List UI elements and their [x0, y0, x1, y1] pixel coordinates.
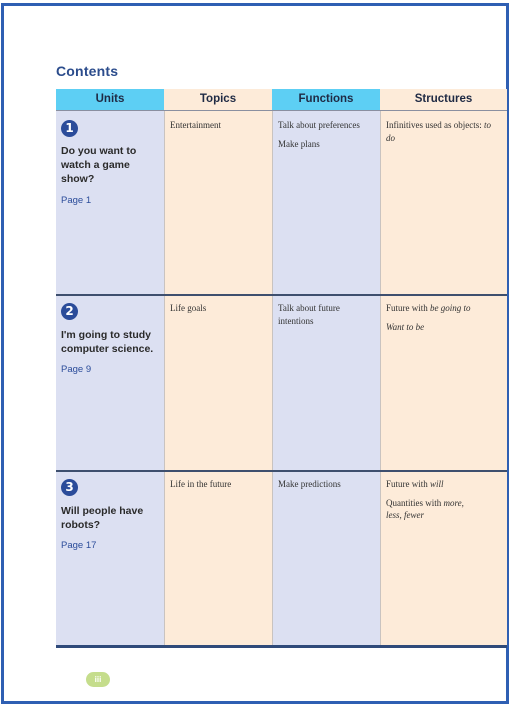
function-cell [278, 478, 378, 491]
structure-cell [386, 119, 502, 144]
structure-item [386, 302, 502, 315]
function-cell [278, 119, 378, 150]
header-topics: Topics [164, 89, 272, 110]
row-divider [56, 294, 507, 296]
structure-text: Future with [386, 479, 430, 489]
unit-title[interactable]: Do you want to watch a game show? [61, 145, 137, 185]
header-divider [56, 110, 507, 111]
function-item: Talk about preferences [278, 120, 360, 130]
function-cell [278, 302, 374, 327]
unit-page-link[interactable]: Page 9 [61, 364, 92, 375]
structure-italic: Want to be [386, 321, 425, 332]
page-number-badge: iii [86, 672, 110, 687]
functions-column [272, 89, 380, 647]
structure-italic: more, less, fewer [386, 497, 464, 520]
structure-italic: to do [386, 120, 491, 143]
function-item: Talk about future intentions [278, 303, 340, 326]
structure-cell [386, 478, 476, 522]
unit-title[interactable]: Will people have robots? [61, 505, 144, 531]
structure-italic: will [430, 479, 444, 489]
contents-table [56, 89, 507, 647]
unit-page-link[interactable]: Page 17 [61, 540, 97, 551]
header-functions: Functions [272, 89, 380, 110]
row-divider [56, 470, 507, 472]
topic-cell [170, 302, 270, 315]
topic-item: Life in the future [170, 479, 232, 489]
topic-cell [170, 478, 270, 491]
structure-item [386, 497, 476, 522]
topic-item: Life goals [170, 303, 207, 313]
function-item: Make plans [278, 138, 320, 149]
structure-cell [386, 302, 502, 333]
table-bottom-rule [56, 645, 507, 648]
structure-italic: be going to [430, 303, 471, 313]
page-title: Contents [56, 63, 119, 79]
header-structures: Structures [380, 89, 507, 110]
structure-item [386, 321, 502, 334]
function-item: Make predictions [278, 479, 341, 489]
structure-text: Infinitives used as objects: [386, 120, 484, 130]
structures-column [380, 89, 507, 647]
structure-item [386, 478, 476, 491]
topics-column [164, 89, 272, 647]
unit-number-badge: 1 [61, 120, 78, 137]
topic-cell [170, 119, 270, 132]
unit-page-link[interactable]: Page 1 [61, 195, 92, 206]
header-units: Units [56, 89, 164, 110]
structure-text: Future with [386, 303, 430, 313]
unit-title[interactable]: I'm going to study computer science. [61, 329, 154, 355]
unit-number-badge: 3 [61, 479, 78, 496]
topic-item: Entertainment [170, 120, 221, 130]
structure-text: Quantities with [386, 497, 444, 508]
structure-item [386, 119, 502, 144]
unit-number-badge: 2 [61, 303, 78, 320]
